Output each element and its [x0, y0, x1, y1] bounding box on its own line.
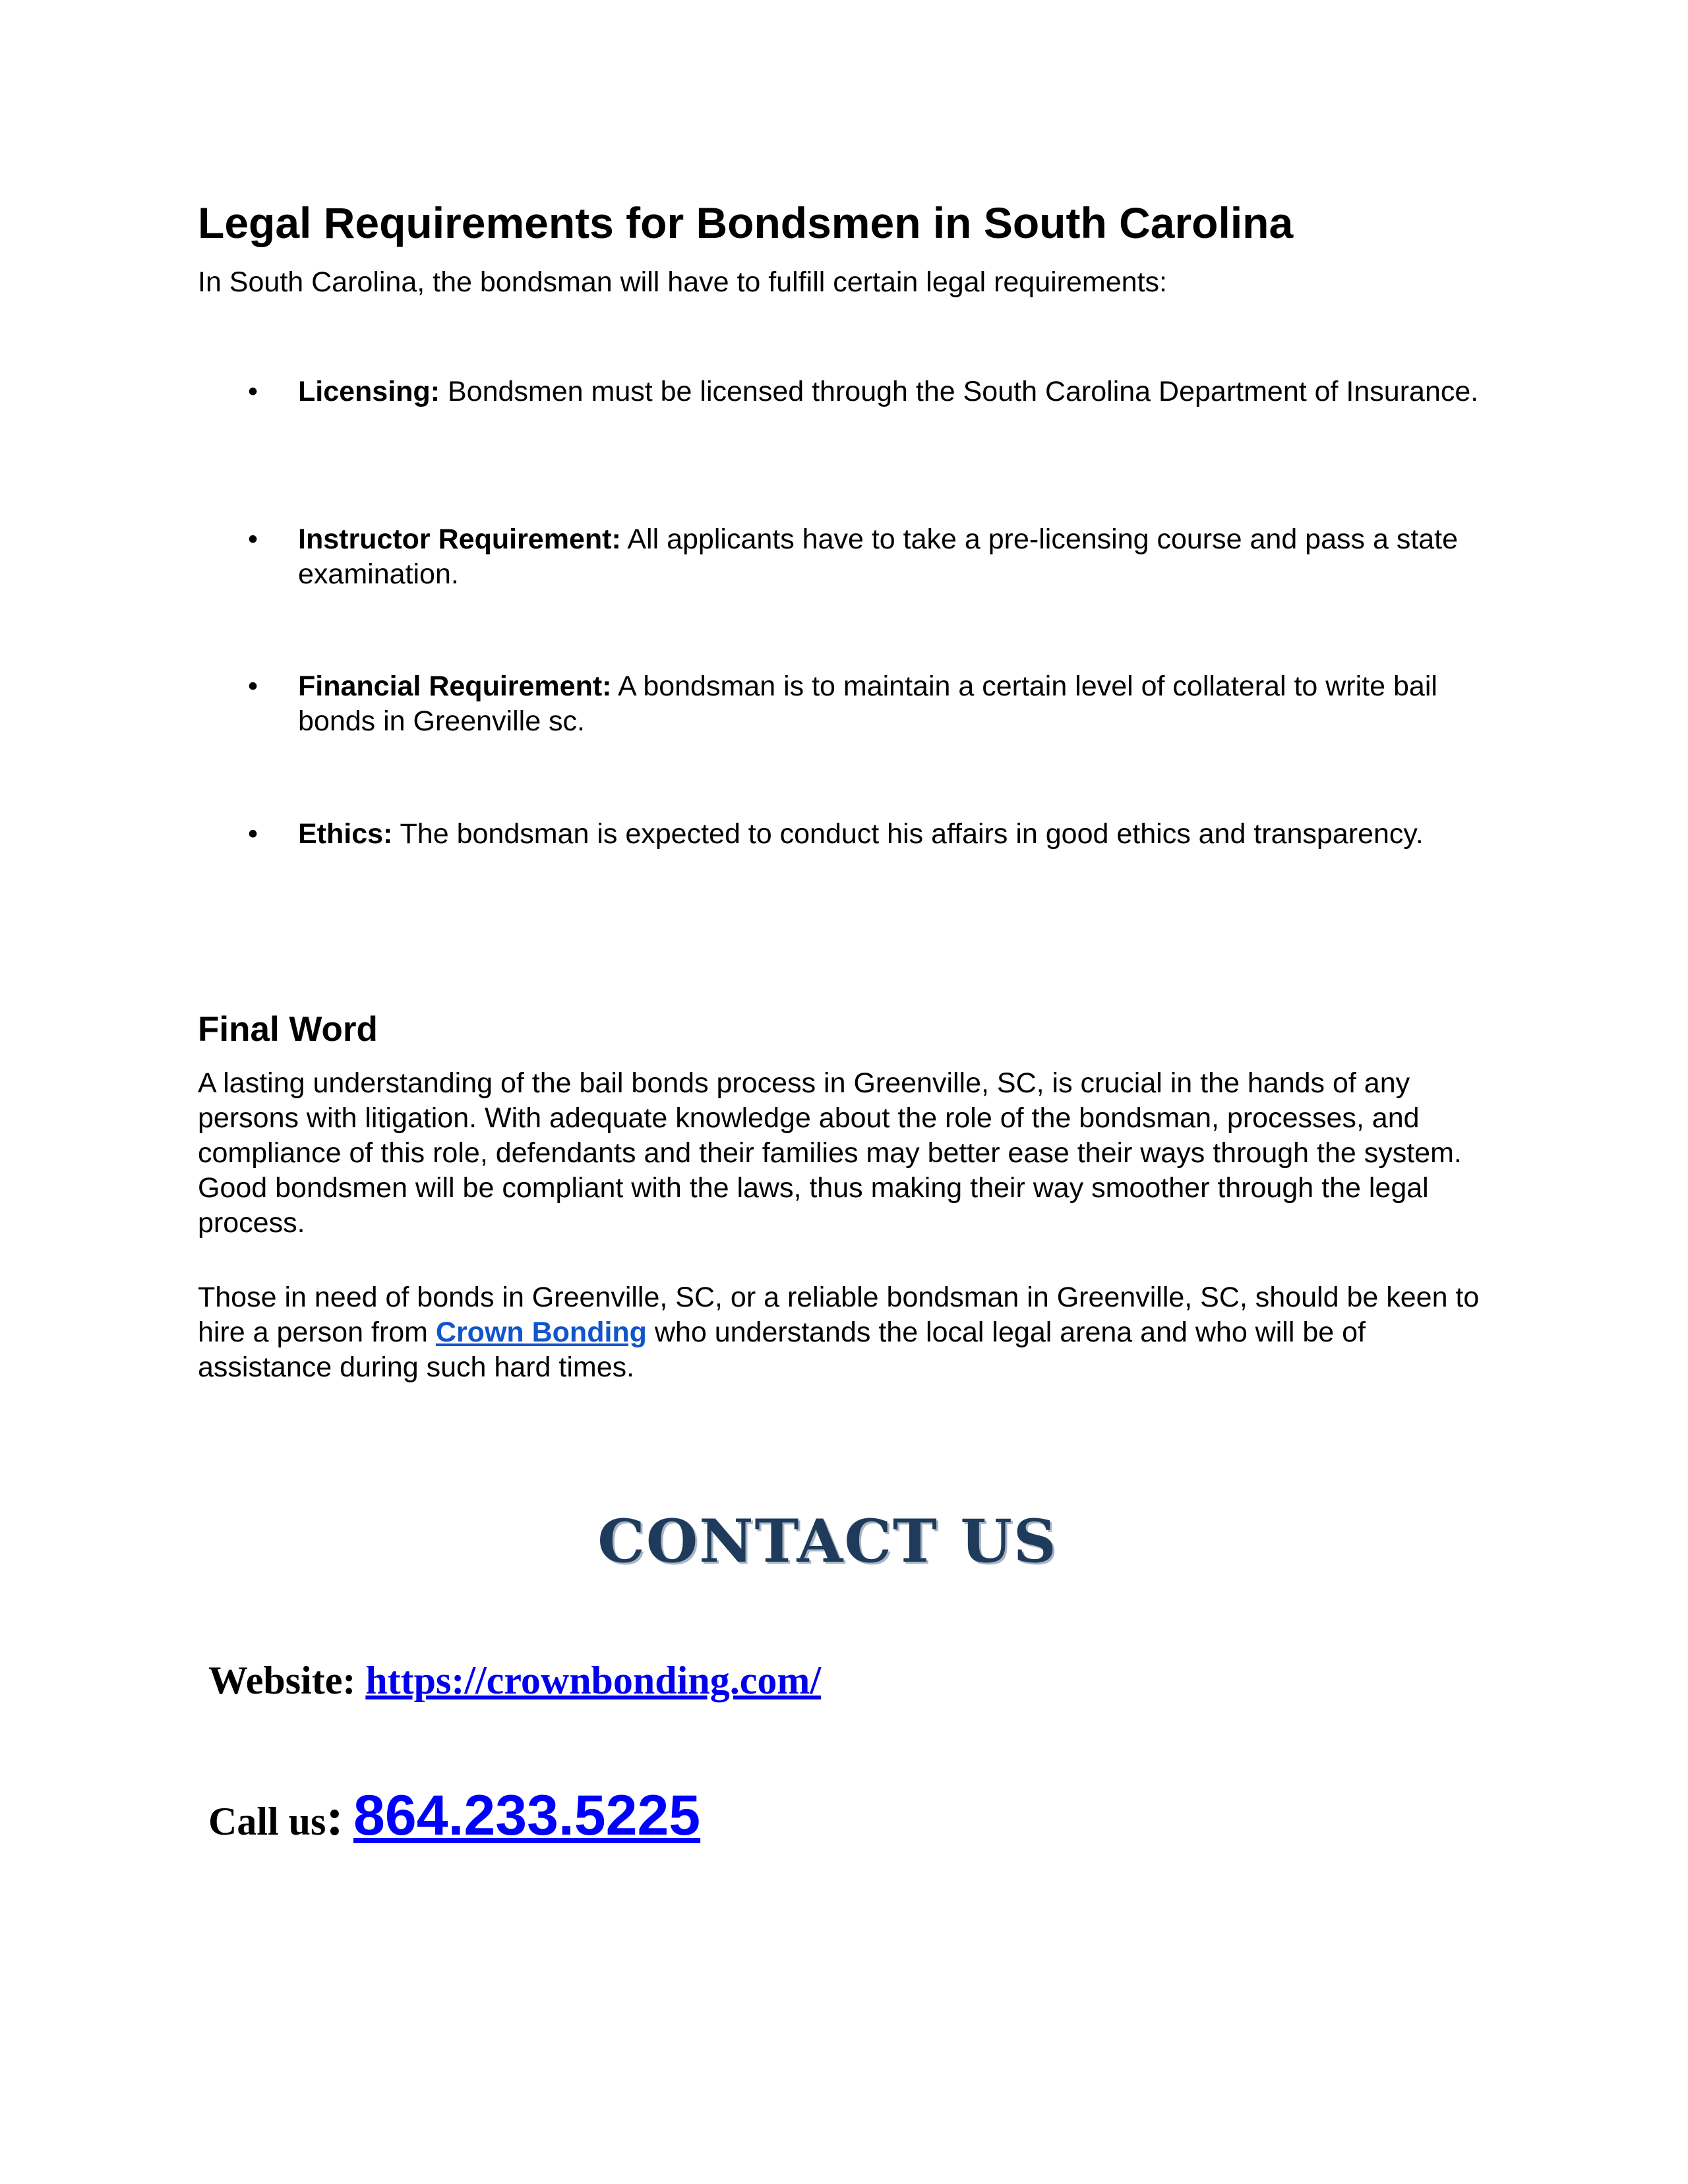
crown-bonding-link[interactable]: Crown Bonding	[435, 1316, 647, 1348]
intro-text: In South Carolina, the bondsman will have to fulfill certain legal requirements:	[198, 266, 1167, 298]
list-item	[248, 817, 1501, 852]
call-line	[208, 1783, 700, 1848]
website-link[interactable]: https://crownbonding.com/	[365, 1659, 821, 1702]
call-colon: :	[326, 1788, 344, 1846]
final-word-paragraph-2	[198, 1280, 1490, 1385]
website-line	[208, 1658, 821, 1703]
bullet-icon: •	[248, 818, 258, 850]
item-label: Instructor Requirement:	[298, 523, 621, 555]
final-word-heading: Final Word	[198, 1010, 378, 1049]
list-item	[248, 522, 1501, 592]
contact-us-heading: CONTACT US	[597, 1506, 1058, 1576]
bullet-icon: •	[248, 523, 258, 555]
bullet-icon: •	[248, 670, 258, 702]
list-item	[248, 669, 1501, 739]
item-text: All applicants have to take a pre-licensing course and pass a state examination.	[298, 523, 1459, 590]
final-word-paragraph: A lasting understanding of the bail bonds process in Greenville, SC, is crucial in the hands of any persons with litigation. With adequate knowledge about the role of the bondsman, processes, and compliance of this role, defendants and their families may better ease their ways through the system. Good bondsmen will be compliant with the laws, thus making their way smoother through the legal process.	[198, 1067, 1462, 1239]
website-label: Website:	[208, 1659, 356, 1702]
call-label: Call us	[208, 1800, 326, 1843]
paragraph-text: Those in need of bonds in Greenville, SC, or a reliable bondsman in Greenville, SC, should be keen to hire a person from	[198, 1282, 1480, 1348]
bullet-icon: •	[248, 376, 258, 407]
item-text: A bondsman is to maintain a certain level of collateral to write bail bonds in Greenville sc.	[298, 670, 1437, 737]
phone-link[interactable]: 864.233.5225	[353, 1784, 701, 1847]
page-title: Legal Requirements for Bondsmen in South Carolina	[198, 198, 1294, 247]
list-item	[248, 374, 1501, 409]
paragraph-text: who understands the local legal arena and who will be of assistance during such hard times.	[198, 1316, 1366, 1383]
item-text: The bondsman is expected to conduct his affairs in good ethics and transparency.	[392, 818, 1424, 850]
item-label: Licensing:	[298, 376, 440, 407]
item-label: Financial Requirement:	[298, 670, 612, 702]
item-text: Bondsmen must be licensed through the South Carolina Department of Insurance.	[440, 376, 1479, 407]
item-label: Ethics:	[298, 818, 393, 850]
